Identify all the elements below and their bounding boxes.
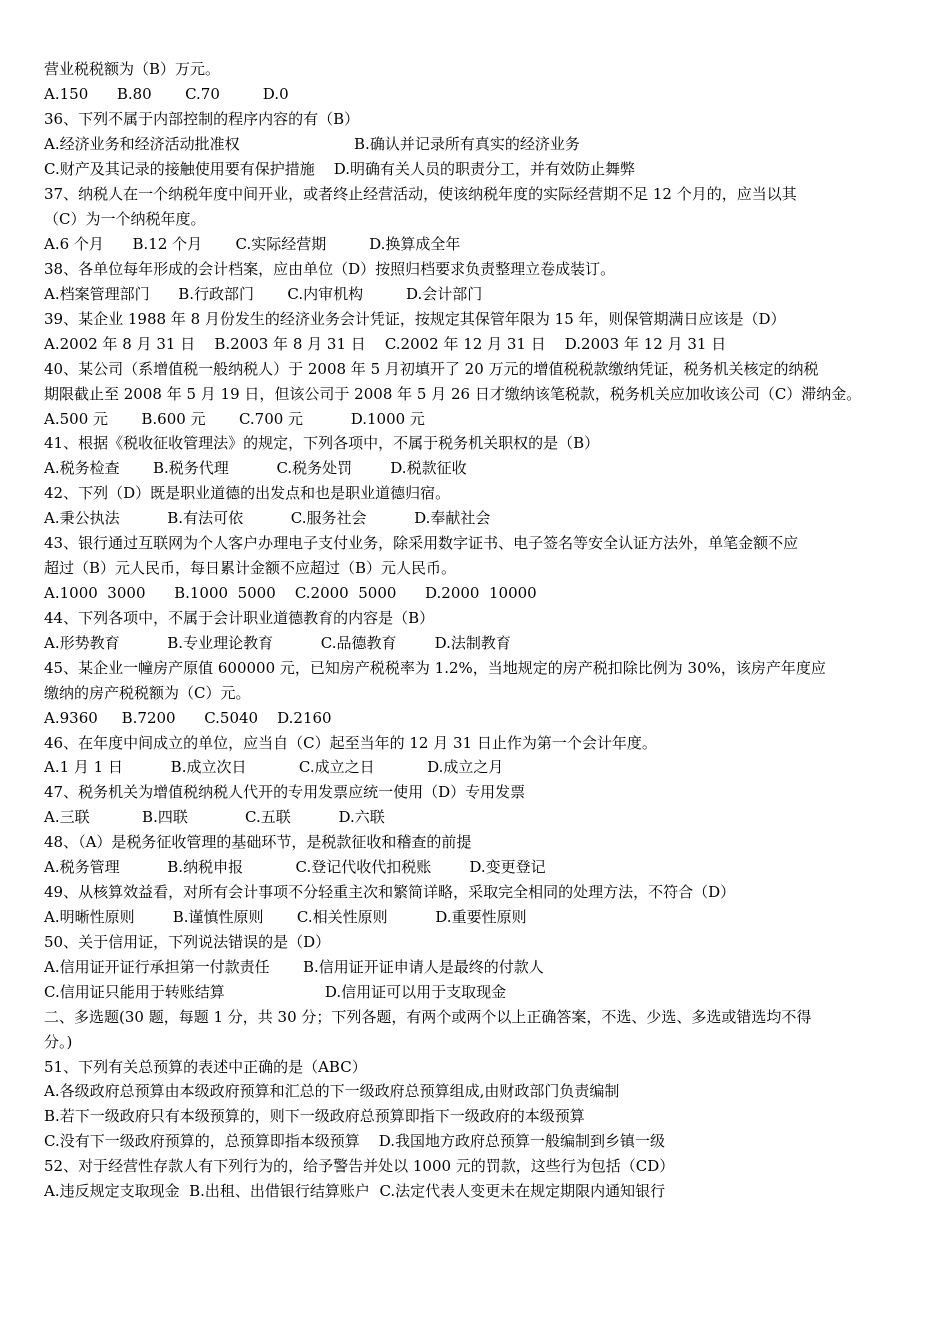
question-44: 44、下列各项中，不属于会计职业道德教育的内容是（B） (44, 609, 435, 627)
answer-options: B.若下一级政府只有本级预算的，则下一级政府总预算即指下一级政府的本级预算 (44, 1107, 585, 1125)
question-50: 50、关于信用证，下列说法错误的是（D） (44, 933, 331, 951)
text-line: （C）为一个纳税年度。 (44, 210, 206, 228)
answer-options: A.9360 B.7200 C.5040 D.2160 (44, 709, 332, 727)
section-heading: 二、多选题(30 题，每题 1 分，共 30 分；下列各题，有两个或两个以上正确答案，不选、少选、多选或错选均不得 (44, 1008, 812, 1026)
question-47: 47、税务机关为增值税纳税人代开的专用发票应统一使用（D）专用发票 (44, 783, 526, 801)
answer-options: A.档案管理部门 B.行政部门 C.内审机构 D.会计部门 (44, 285, 483, 303)
question-48: 48、（A）是税务征收管理的基础环节，是税款征收和稽查的前提 (44, 833, 472, 851)
question-43: 43、银行通过互联网为个人客户办理电子支付业务，除采用数字证书、电子签名等安全认证方法外，单笔金额不应 (44, 534, 799, 552)
answer-options: C.没有下一级政府预算的，总预算即指本级预算 D.我国地方政府总预算一般编制到乡镇一级 (44, 1132, 666, 1150)
answer-options: A.6 个月 B.12 个月 C.实际经营期 D.换算成全年 (44, 235, 461, 253)
answer-options: C.信用证只能用于转账结算 D.信用证可以用于支取现金 (44, 983, 507, 1001)
answer-options: A.明晰性原则 B.谨慎性原则 C.相关性原则 D.重要性原则 (44, 908, 527, 926)
answer-options: A.经济业务和经济活动批准权 B.确认并记录所有真实的经济业务 (44, 135, 580, 153)
question-41: 41、根据《税收征收管理法》的规定，下列各项中，不属于税务机关职权的是（B） (44, 434, 600, 452)
question-52: 52、对于经营性存款人有下列行为的，给予警告并处以 1000 元的罚款，这些行为包括（CD） (44, 1157, 675, 1175)
text-line: 营业税税额为（B）万元。 (44, 60, 221, 78)
answer-options: A.税务管理 B.纳税申报 C.登记代收代扣税账 D.变更登记 (44, 858, 546, 876)
answer-options: A.违反规定支取现金 B.出租、出借银行结算账户 C.法定代表人变更未在规定期限内通知银行 (44, 1182, 666, 1200)
answer-options: A.形势教育 B.专业理论教育 C.品德教育 D.法制教育 (44, 634, 511, 652)
question-45: 45、某企业一幢房产原值 600000 元，已知房产税税率为 1.2%，当地规定的房产税扣除比例为 30%，该房产年度应 (44, 659, 826, 677)
answer-options: A.各级政府总预算由本级政府预算和汇总的下一级政府总预算组成,由财政部门负责编制 (44, 1082, 620, 1100)
answer-options: A.税务检查 B.税务代理 C.税务处罚 D.税款征收 (44, 459, 467, 477)
answer-options: A.1000 3000 B.1000 5000 C.2000 5000 D.2000 10000 (44, 584, 537, 602)
question-38: 38、各单位每年形成的会计档案，应由单位（D）按照归档要求负责整理立卷成装订。 (44, 260, 616, 278)
answer-options: A.三联 B.四联 C.五联 D.六联 (44, 808, 385, 826)
question-36: 36、下列不属于内部控制的程序内容的有（B） (44, 110, 360, 128)
question-46: 46、在年度中间成立的单位，应当自（C）起至当年的 12 月 31 日止作为第一个会计年度。 (44, 734, 657, 752)
text-line: 超过（B）元人民币，每日累计金额不应超过（B）元人民币。 (44, 559, 457, 577)
answer-options: C.财产及其记录的接触使用要有保护措施 D.明确有关人员的职责分工，并有效防止舞弊 (44, 160, 636, 178)
text-line: 分。) (44, 1033, 73, 1051)
answer-options: A.2002 年 8 月 31 日 B.2003 年 8 月 31 日 C.2002 年 12 月 31 日 D.2003 年 12 月 31 日 (44, 335, 727, 353)
question-49: 49、从核算效益看，对所有会计事项不分轻重主次和繁简详略，采取完全相同的处理方法，不符合（D） (44, 883, 736, 901)
question-51: 51、下列有关总预算的表述中正确的是（ABC） (44, 1058, 367, 1076)
answer-options: A.500 元 B.600 元 C.700 元 D.1000 元 (44, 410, 425, 428)
question-42: 42、下列（D）既是职业道德的出发点和也是职业道德归宿。 (44, 484, 451, 502)
answer-options: A.信用证开证行承担第一付款责任 B.信用证开证申请人是最终的付款人 (44, 958, 544, 976)
answer-options: A.秉公执法 B.有法可依 C.服务社会 D.奉献社会 (44, 509, 491, 527)
question-37: 37、纳税人在一个纳税年度中间开业，或者终止经营活动，使该纳税年度的实际经营期不足 12 个月的，应当以其 (44, 185, 797, 203)
question-39: 39、某企业 1988 年 8 月份发生的经济业务会计凭证，按规定其保管年限为 15 年，则保管期满日应该是（D） (44, 310, 786, 328)
answer-options: A.150 B.80 C.70 D.0 (44, 85, 289, 103)
text-line: 缴纳的房产税税额为（C）元。 (44, 684, 251, 702)
answer-options: A.1 月 1 日 B.成立次日 C.成立之日 D.成立之月 (44, 758, 504, 776)
text-line: 期限截止至 2008 年 5 月 19 日，但该公司于 2008 年 5 月 26 日才缴纳该笔税款，税务机关应加收该公司（C）滞纳金。 (44, 385, 862, 403)
question-40: 40、某公司（系增值税一般纳税人）于 2008 年 5 月初填开了 20 万元的增值税税款缴纳凭证，税务机关核定的纳税 (44, 360, 819, 378)
